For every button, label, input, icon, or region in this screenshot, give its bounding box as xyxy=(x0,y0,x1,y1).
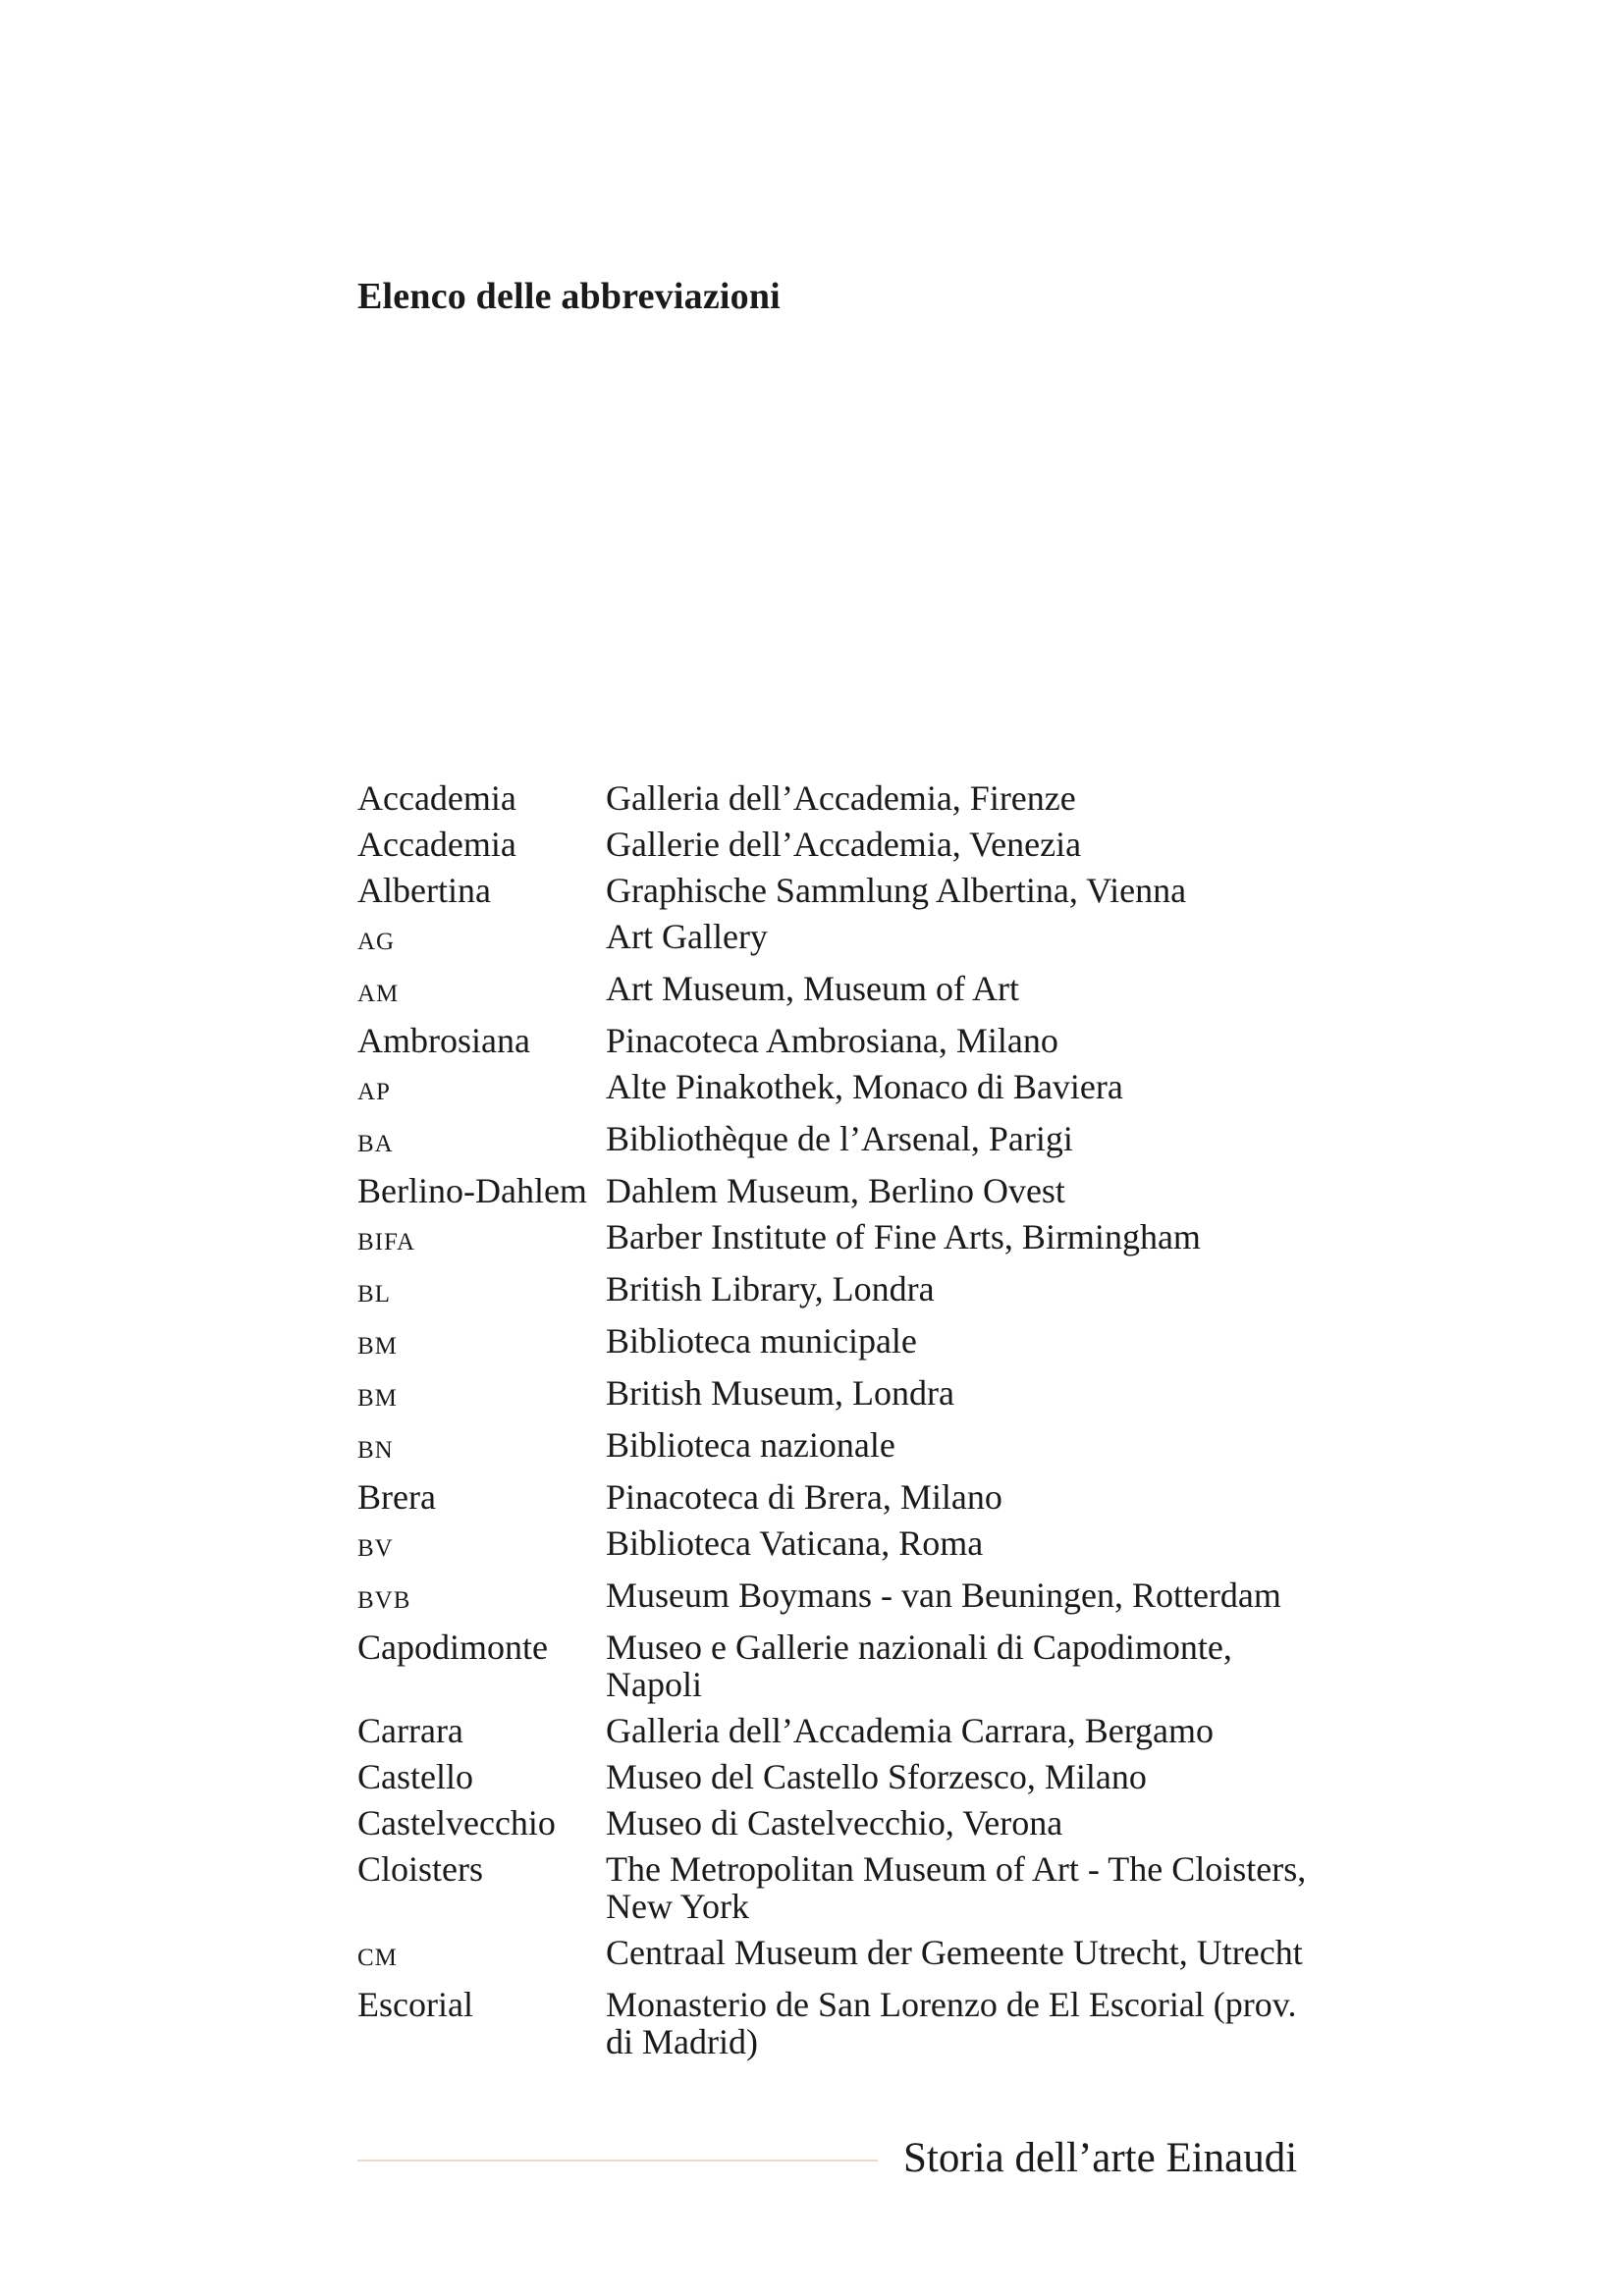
abbreviation-entry xyxy=(357,1629,1320,1703)
abbreviation-entry xyxy=(357,918,1320,961)
abbreviation: Castelvecchio xyxy=(357,1803,556,1842)
abbreviation-entry xyxy=(357,970,1320,1013)
abbreviation-entry xyxy=(357,1270,1320,1313)
abbreviation-list xyxy=(357,779,1320,2069)
abbreviation-entry xyxy=(357,1804,1320,1842)
abbreviation-description: Museo del Castello Sforzesco, Milano xyxy=(606,1757,1147,1796)
abbreviation-entry xyxy=(357,1850,1320,1925)
abbreviation: AP xyxy=(357,1079,391,1105)
abbreviation-description: The Metropolitan Museum of Art - The Cloisters, New York xyxy=(606,1849,1307,1926)
abbreviation-entry xyxy=(357,1120,1320,1163)
abbreviation-entry xyxy=(357,1712,1320,1749)
abbreviation-entry xyxy=(357,1758,1320,1795)
abbreviation-entry xyxy=(357,872,1320,909)
abbreviation-description: Barber Institute of Fine Arts, Birmingham xyxy=(606,1217,1201,1256)
abbreviation-entry xyxy=(357,826,1320,863)
abbreviation: Castello xyxy=(357,1757,473,1796)
abbreviation-description: Pinacoteca Ambrosiana, Milano xyxy=(606,1021,1058,1060)
abbreviation-description: Museo di Castelvecchio, Verona xyxy=(606,1803,1063,1842)
abbreviation-description: Biblioteca municipale xyxy=(606,1321,917,1361)
abbreviation: BL xyxy=(357,1281,391,1308)
footer-divider xyxy=(357,2160,878,2162)
abbreviation: BA xyxy=(357,1131,394,1157)
abbreviation-description: Pinacoteca di Brera, Milano xyxy=(606,1477,1002,1517)
abbreviation-description: Alte Pinakothek, Monaco di Baviera xyxy=(606,1067,1123,1106)
abbreviation-description: Graphische Sammlung Albertina, Vienna xyxy=(606,871,1187,910)
abbreviation: AG xyxy=(357,929,396,955)
footer-brand: Storia dell’arte Einaudi xyxy=(903,2135,1298,2181)
abbreviation-entry xyxy=(357,1068,1320,1111)
abbreviation-entry xyxy=(357,1322,1320,1365)
abbreviation: Brera xyxy=(357,1477,436,1517)
abbreviation-entry xyxy=(357,1478,1320,1516)
abbreviation-entry xyxy=(357,1934,1320,1977)
abbreviation: Ambrosiana xyxy=(357,1021,530,1060)
abbreviation: BIFA xyxy=(357,1229,416,1255)
abbreviation-description: British Library, Londra xyxy=(606,1269,935,1308)
abbreviation-description: Dahlem Museum, Berlino Ovest xyxy=(606,1171,1065,1210)
abbreviation-description: Museum Boymans - van Beuningen, Rotterdam xyxy=(606,1575,1281,1615)
abbreviation: AM xyxy=(357,981,400,1007)
abbreviation-description: Art Gallery xyxy=(606,917,768,956)
abbreviation: BN xyxy=(357,1437,394,1464)
abbreviation: Carrara xyxy=(357,1711,463,1750)
abbreviation-description: Museo e Gallerie nazionali di Capodimonte, Napoli xyxy=(606,1628,1232,1704)
abbreviation-description: Galleria dell’Accademia, Firenze xyxy=(606,778,1076,818)
abbreviation: BVB xyxy=(357,1587,411,1614)
abbreviation: CM xyxy=(357,1945,398,1971)
abbreviation-entry xyxy=(357,1218,1320,1261)
abbreviation: Accademia xyxy=(357,778,516,818)
abbreviation-description: Biblioteca Vaticana, Roma xyxy=(606,1523,984,1563)
abbreviation: BV xyxy=(357,1535,394,1562)
abbreviation: BM xyxy=(357,1333,398,1360)
abbreviation-description: Galleria dell’Accademia Carrara, Bergamo xyxy=(606,1711,1215,1750)
abbreviation-entry xyxy=(357,1374,1320,1417)
abbreviation-description: Art Museum, Museum of Art xyxy=(606,969,1019,1008)
page-title: Elenco delle abbreviazioni xyxy=(357,276,781,317)
abbreviation-description: Gallerie dell’Accademia, Venezia xyxy=(606,825,1082,864)
abbreviation-description: Monasterio de San Lorenzo de El Escorial (prov. di Madrid) xyxy=(606,1985,1297,2061)
abbreviation: Berlino-Dahlem xyxy=(357,1171,587,1210)
abbreviation-entry xyxy=(357,1576,1320,1620)
abbreviation: Accademia xyxy=(357,825,516,864)
abbreviation: BM xyxy=(357,1385,398,1412)
abbreviation: Cloisters xyxy=(357,1849,484,1889)
abbreviation: Capodimonte xyxy=(357,1628,548,1667)
abbreviation-description: British Museum, Londra xyxy=(606,1373,954,1413)
abbreviation: Escorial xyxy=(357,1985,473,2024)
abbreviation-entry xyxy=(357,1022,1320,1059)
abbreviation-entry xyxy=(357,1524,1320,1568)
abbreviation-description: Centraal Museum der Gemeente Utrecht, Utrecht xyxy=(606,1933,1303,1972)
abbreviation-description: Biblioteca nazionale xyxy=(606,1425,895,1465)
abbreviation: Albertina xyxy=(357,871,491,910)
abbreviation-entry xyxy=(357,779,1320,817)
abbreviation-entry xyxy=(357,1426,1320,1469)
abbreviation-entry xyxy=(357,1172,1320,1209)
abbreviation-entry xyxy=(357,1986,1320,2060)
abbreviation-description: Bibliothèque de l’Arsenal, Parigi xyxy=(606,1119,1073,1158)
